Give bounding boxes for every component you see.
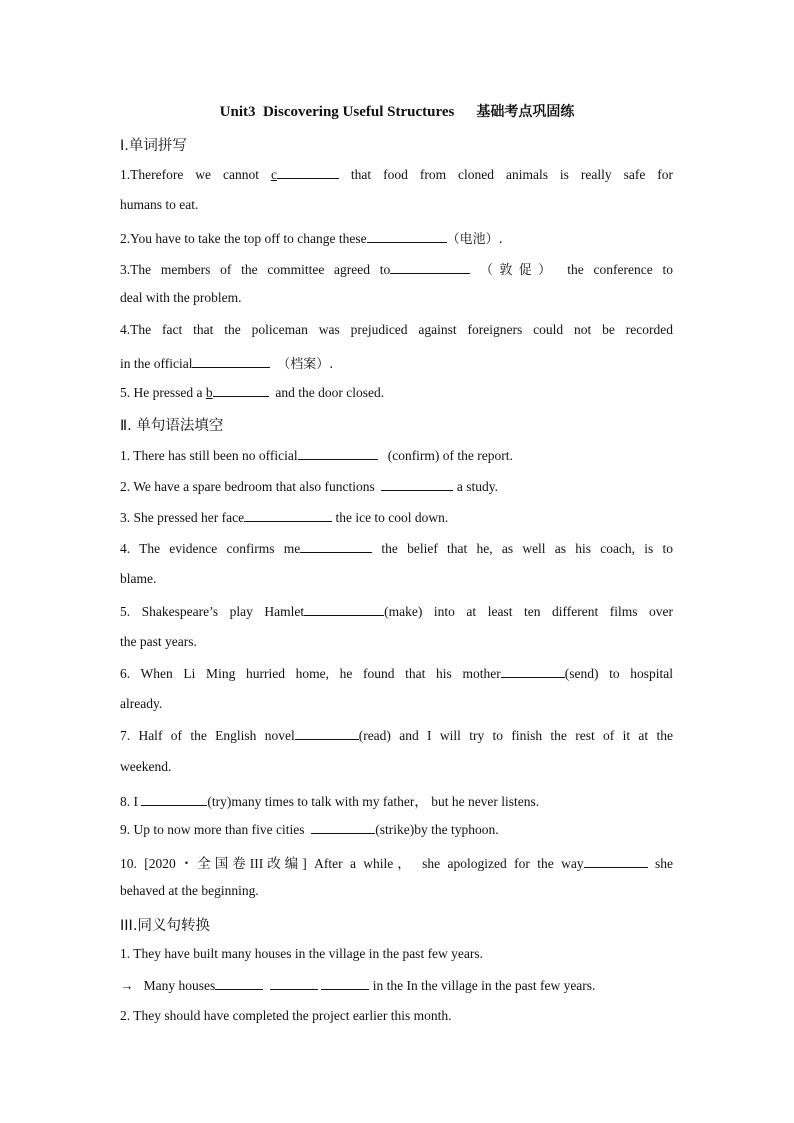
- p2-q3-line1: 3. She pressed her face the ice to cool down.: [120, 510, 449, 525]
- answer-blank[interactable]: [270, 977, 318, 990]
- answer-blank[interactable]: [321, 977, 369, 990]
- answer-blank[interactable]: b: [206, 385, 269, 400]
- p2-q1-line1: 1. There has still been no official (confirm) of the report.: [120, 448, 513, 463]
- arrow-icon: →: [120, 978, 134, 993]
- p2-q7-line1: 7. Half of the English novel (read) and I will try to finish the rest of it at the: [120, 728, 673, 743]
- title-chinese: 基础考点巩固练: [476, 104, 575, 120]
- worksheet-title: [0, 101, 794, 121]
- p1-q2-line1: 2.You have to take the top off to change these （电池）.: [120, 231, 503, 247]
- p2-q10-line2: behaved at the beginning.: [120, 883, 259, 898]
- p1-q4-line1: 4.The fact that the policeman was prejudiced against foreigners could not be recorded: [120, 322, 673, 337]
- answer-blank[interactable]: [295, 727, 359, 740]
- p3-q2-line1: 2. They should have completed the project earlier this month.: [120, 1008, 452, 1023]
- answer-blank[interactable]: [192, 355, 270, 368]
- answer-blank[interactable]: [141, 793, 207, 806]
- section-heading-word-spelling: Ⅰ.单词拼写: [120, 138, 187, 154]
- p2-q6-line1: 6. When Li Ming hurried home, he found that his mother (send) to hospital: [120, 666, 673, 681]
- p1-q1-line1: 1.Therefore we cannot c that food from cloned animals is really safe for: [120, 167, 674, 182]
- answer-blank[interactable]: [215, 977, 263, 990]
- p1-q5-line1: 5. He pressed a b and the door closed.: [120, 385, 385, 400]
- p2-q5-line1: 5. Shakespeare’s play Hamlet (make) into at least ten different films over: [120, 604, 674, 619]
- answer-blank[interactable]: [300, 540, 372, 553]
- answer-blank[interactable]: [311, 821, 375, 834]
- p1-q3-line1: 3.The members of the committee agreed to （敦促） the conference to: [120, 262, 673, 278]
- answer-blank[interactable]: c: [271, 167, 339, 182]
- answer-blank[interactable]: [584, 855, 648, 868]
- p2-q6-line2: already.: [120, 696, 163, 711]
- p2-q5-line2: the past years.: [120, 634, 197, 649]
- title-english: Unit3 Discovering Useful Structures: [219, 104, 455, 120]
- section-heading-grammar-fill: Ⅱ. 单句语法填空: [120, 418, 224, 434]
- p2-q4-line2: blame.: [120, 571, 157, 586]
- answer-blank[interactable]: [390, 261, 470, 274]
- p2-q2-line1: 2. We have a spare bedroom that also functions a study.: [120, 479, 498, 494]
- p2-q7-line2: weekend.: [120, 759, 172, 774]
- p3-q1-line2: → Many houses in the In the village in the past few years.: [120, 978, 596, 993]
- p2-q10-line1: 10. [2020・全国卷III改编] After a while， she apologized for the way she: [120, 856, 673, 871]
- answer-blank[interactable]: [501, 665, 565, 678]
- p1-q4-line2: in the official （档案）.: [120, 356, 334, 372]
- answer-blank[interactable]: [304, 603, 384, 616]
- p3-q1-line1: 1. They have built many houses in the village in the past few years.: [120, 946, 484, 961]
- p2-q4-line1: 4. The evidence confirms me the belief that he, as well as his coach, is to: [120, 541, 673, 556]
- p2-q9-line1: 9. Up to now more than five cities (strike)by the typhoon.: [120, 822, 499, 837]
- p2-q8-line1: 8. I (try)many times to talk with my father， but he never listens.: [120, 794, 540, 809]
- answer-blank[interactable]: [298, 447, 378, 460]
- p1-q1-line2: humans to eat.: [120, 197, 199, 212]
- answer-blank[interactable]: [244, 509, 332, 522]
- p1-q3-line2: deal with the problem.: [120, 290, 242, 305]
- section-heading-sentence-transform: III.同义句转换: [120, 918, 210, 934]
- answer-blank[interactable]: [381, 478, 453, 491]
- answer-blank[interactable]: [367, 230, 447, 243]
